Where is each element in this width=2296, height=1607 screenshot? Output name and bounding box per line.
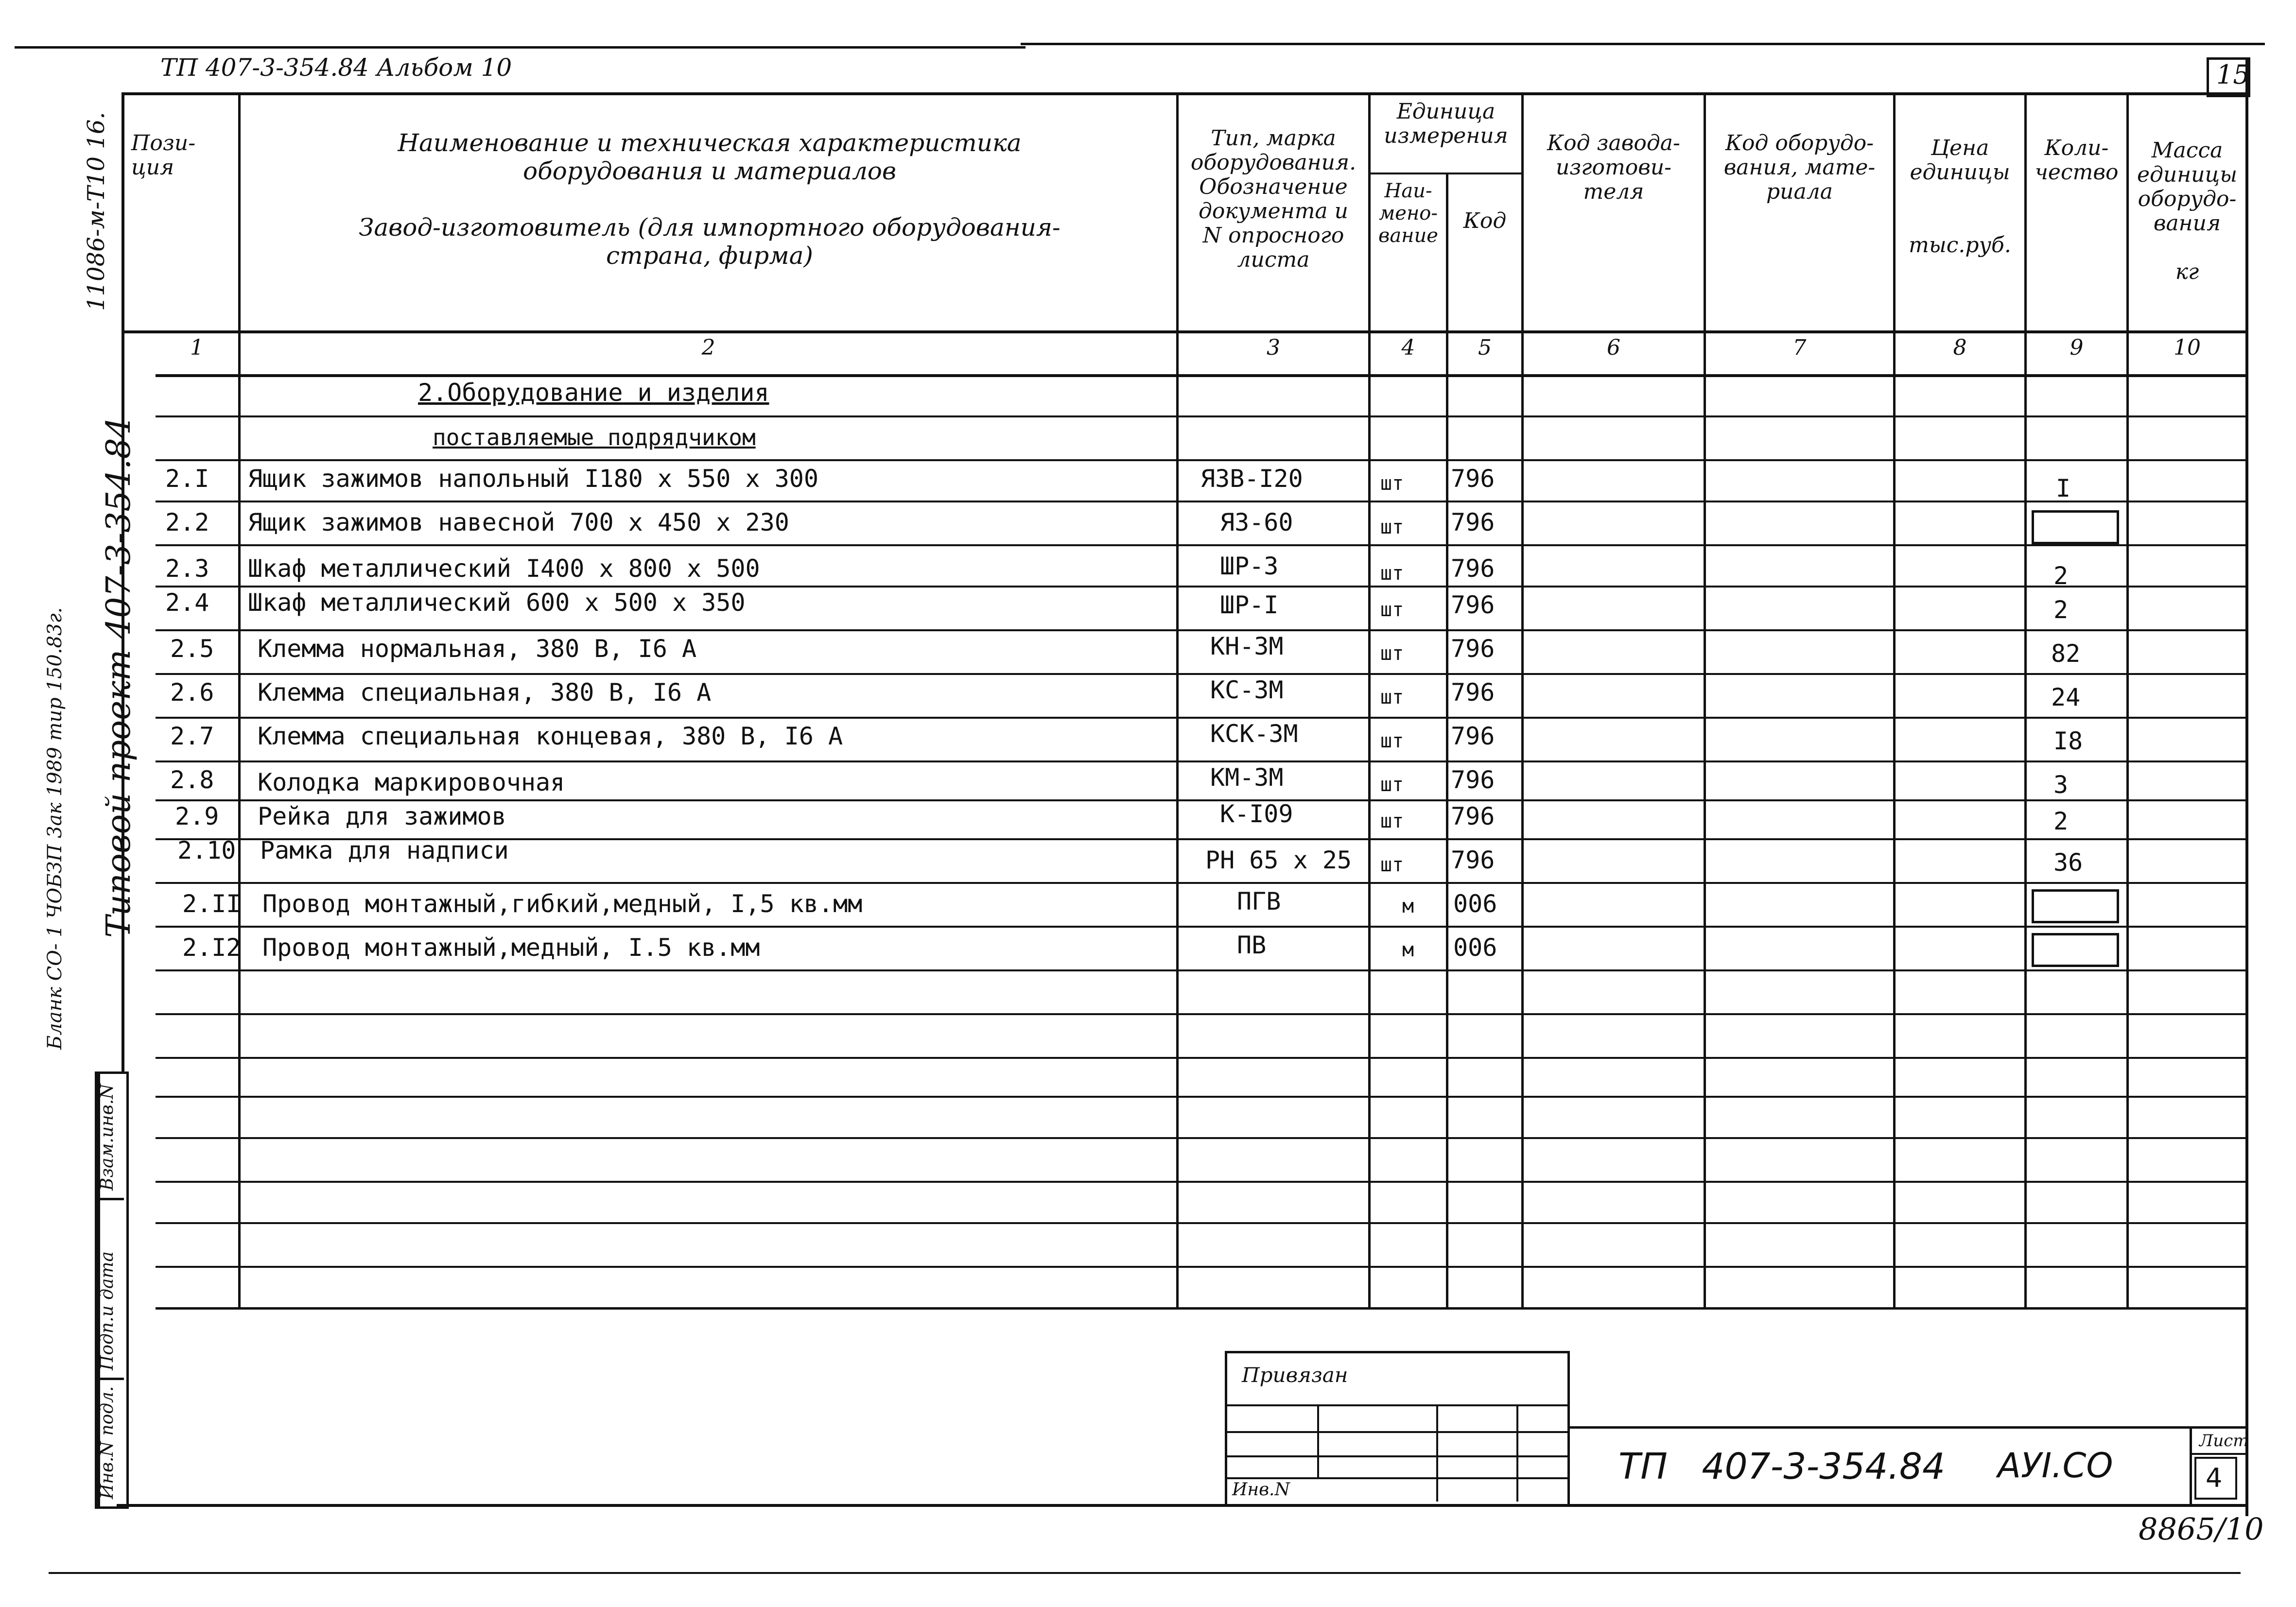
number-row-bottom [156,374,2248,377]
section-title-line2: поставляемые подрядчиком [433,424,756,450]
row-name: Колодка маркировочная [258,768,565,796]
row-code: 796 [1451,766,1495,794]
inventory-code-vertical: 11086-м-Т10 16. [83,112,110,311]
left-stamp-divider [95,1378,124,1380]
project-name-vertical: Типовой проект 407-3-354.84 [100,417,138,938]
row-name: Клемма нормальная, 380 В, I6 А [258,635,697,663]
attached-label: Привязан [1242,1363,1348,1387]
row-line [156,459,2248,461]
row-unit: м [1402,895,1414,917]
col-line-1 [238,92,241,1307]
col-line-7 [1893,92,1896,1307]
col-line-3 [1368,92,1371,1307]
row-position: 2.8 [170,766,214,794]
row-name: Клемма специальная, 380 В, I6 А [258,678,712,707]
col-line-8 [2024,92,2027,1307]
stamp-label-sign-date: Подп.и дата [97,1251,117,1370]
row-quantity: I8 [2053,727,2083,755]
row-type: КМ-3М [1210,763,1284,792]
row-type: ШР-3 [1220,552,1279,580]
row-type: РН 65 x 25 [1205,846,1352,874]
row-unit: шт [1380,810,1404,832]
document-mark: АУI.СО [1998,1446,2113,1486]
unit-group-header: Единица измерения [1384,99,1508,148]
row-quantity: 36 [2053,848,2083,877]
col-number-5: 5 [1478,335,1492,360]
document-top-label: ТП 407-3-354.84 Альбом 10 [160,53,512,82]
col-header-1: Пози- ция [131,131,196,180]
row-position: 2.I [165,465,209,493]
row-quantity: 2 [2053,596,2069,624]
row-type: ПГВ [1237,887,1281,916]
row-position: 2.II [182,890,241,918]
row-quantity: 2 [2053,807,2069,835]
row-code: 006 [1453,890,1497,918]
row-line [156,415,2248,417]
row-line [156,717,2248,719]
row-position: 2.5 [170,635,214,663]
col-number-7: 7 [1792,335,1807,360]
row-line [156,969,2248,971]
row-line [156,1057,2248,1059]
row-name: Клемма специальная концевая, 380 В, I6 А [258,722,843,750]
row-code: 796 [1451,635,1495,663]
row-name: Шкаф металлический I400 x 800 x 500 [248,554,760,583]
col-number-4: 4 [1401,335,1415,360]
row-type: КС-3М [1210,676,1284,704]
sheet-top-number: 15 [2216,59,2250,90]
row-line [156,586,2248,588]
col-number-9: 9 [2070,335,2084,360]
left-stamp-divider [95,1198,124,1200]
row-name: Ящик зажимов навесной 700 x 450 x 230 [248,508,789,536]
row-name: Шкаф металлический 600 x 500 x 350 [248,588,746,617]
unit-group-divider [1368,173,1524,174]
copy-number: 8865/10 [2139,1511,2264,1547]
col-number-10: 10 [2174,335,2201,360]
stamp-label-replace-inv: Взам.инв.N [97,1084,117,1191]
row-line [156,1096,2248,1098]
col-header-3: Тип, марка оборудования. Обозначение документа и N опросного листа [1190,126,1357,272]
row-line [156,544,2248,546]
attached-col-line [1516,1404,1518,1502]
quantity-blank-box [2032,510,2119,544]
row-code: 796 [1451,465,1495,493]
row-code: 796 [1451,846,1495,874]
frame-right [2245,58,2248,1516]
row-name: Провод монтажный,гибкий,медный, I,5 кв.мм [262,890,863,918]
col-number-6: 6 [1607,335,1620,360]
row-line [156,1307,2248,1310]
col-header-7: Код оборудо- вания, мате- риала [1723,131,1876,204]
row-unit: шт [1380,854,1404,876]
inv-n-label: Инв.N [1232,1480,1290,1500]
row-position: 2.3 [165,554,209,583]
col-number-3: 3 [1267,335,1280,360]
row-unit: шт [1380,599,1404,621]
sheet-number: 4 [2206,1463,2223,1493]
col-line-6 [1704,92,1706,1307]
row-position: 2.4 [165,588,209,617]
col-header-8: Цена единицы тыс.руб. [1909,136,2011,258]
row-type: ПВ [1237,931,1267,959]
outer-bottom-line [49,1572,2241,1574]
col-header-4: Наи- мено- вание [1378,180,1438,247]
col-header-10: Масса единицы оборудо- вания кг [2137,138,2238,284]
col-number-8: 8 [1953,335,1967,360]
col-number-1: 1 [190,335,204,360]
row-line [156,760,2248,762]
row-unit: шт [1380,516,1404,538]
row-line [156,1266,2248,1268]
attached-col-line [1317,1404,1319,1477]
row-unit: шт [1380,642,1404,665]
row-position: 2.7 [170,722,214,750]
row-unit: м [1402,939,1414,961]
col-header-9: Коли- чество [2035,136,2119,185]
row-type: К-I09 [1220,800,1293,828]
col-header-2: Наименование и техническая характеристика оборудования и материалов Завод-изготовитель (для импортного оборудования- страна, фирма) [359,129,1061,270]
row-code: 796 [1451,722,1495,750]
row-position: 2.10 [177,836,236,864]
top-border-left [15,46,1026,49]
row-line [156,882,2248,884]
row-line [156,1222,2248,1224]
blank-form-vertical: Бланк СО- 1 ЧОБЗП 3ак 1989 тир 150.83г. [44,607,66,1050]
stamp-label-inv-original: Инв.N подл. [97,1386,117,1499]
row-line [156,799,2248,801]
col-line-5 [1521,92,1524,1307]
row-name: Провод монтажный,медный, I.5 кв.мм [262,933,760,962]
row-line [156,673,2248,675]
row-type: КН-3М [1210,632,1284,660]
row-quantity: 82 [2051,639,2081,668]
row-quantity: 3 [2053,771,2069,799]
row-line [156,501,2248,502]
row-position: 2.I2 [182,933,241,962]
sheet-box-divider [2190,1453,2248,1455]
titleblock-top-line [1567,1426,2248,1429]
row-type: ШР-I [1220,591,1279,619]
row-unit: шт [1380,730,1404,752]
row-unit: шт [1380,562,1404,585]
quantity-blank-box [2032,933,2119,967]
attached-col-line [1436,1404,1438,1502]
row-code: 796 [1451,802,1495,830]
row-quantity: I [2056,474,2071,502]
row-unit: шт [1380,774,1404,796]
row-quantity: 24 [2051,683,2081,711]
row-name: Ящик зажимов напольный I180 x 550 x 300 [248,465,818,493]
quantity-blank-box [2032,889,2119,923]
row-code: 796 [1451,678,1495,707]
row-line [156,1013,2248,1015]
row-type: ЯЗ-60 [1220,508,1293,536]
frame-top [122,92,2250,95]
col-header-6: Код завода- изготови- теля [1547,131,1680,204]
frame-bottom [117,1504,2248,1507]
section-title-line1: 2.Оборудование и изделия [418,379,769,407]
row-type: ЯЗВ-I20 [1200,465,1303,493]
row-name: Рейка для зажимов [258,802,506,830]
document-code: ТП 407-3-354.84 [1618,1446,1946,1487]
row-line [156,1181,2248,1183]
row-code: 796 [1451,554,1495,583]
row-line [156,1137,2248,1139]
row-name: Рамка для надписи [260,836,509,864]
row-unit: шт [1380,686,1404,708]
row-position: 2.9 [175,802,219,830]
row-line [156,629,2248,631]
row-quantity: 2 [2053,562,2069,590]
row-code: 796 [1451,508,1495,536]
sheet-label: Лист [2199,1431,2249,1451]
row-type: КСК-3М [1210,720,1298,748]
top-border-right [1021,43,2265,45]
row-unit: шт [1380,472,1404,495]
col-line-2 [1176,92,1179,1307]
row-line [156,926,2248,928]
row-position: 2.2 [165,508,209,536]
row-position: 2.6 [170,678,214,707]
row-code: 006 [1453,933,1497,962]
header-bottom-line [122,330,2248,333]
col-header-5: Код [1463,208,1507,233]
row-code: 796 [1451,591,1495,619]
col-number-2: 2 [701,335,715,360]
sheet-box-left [2190,1426,2192,1504]
